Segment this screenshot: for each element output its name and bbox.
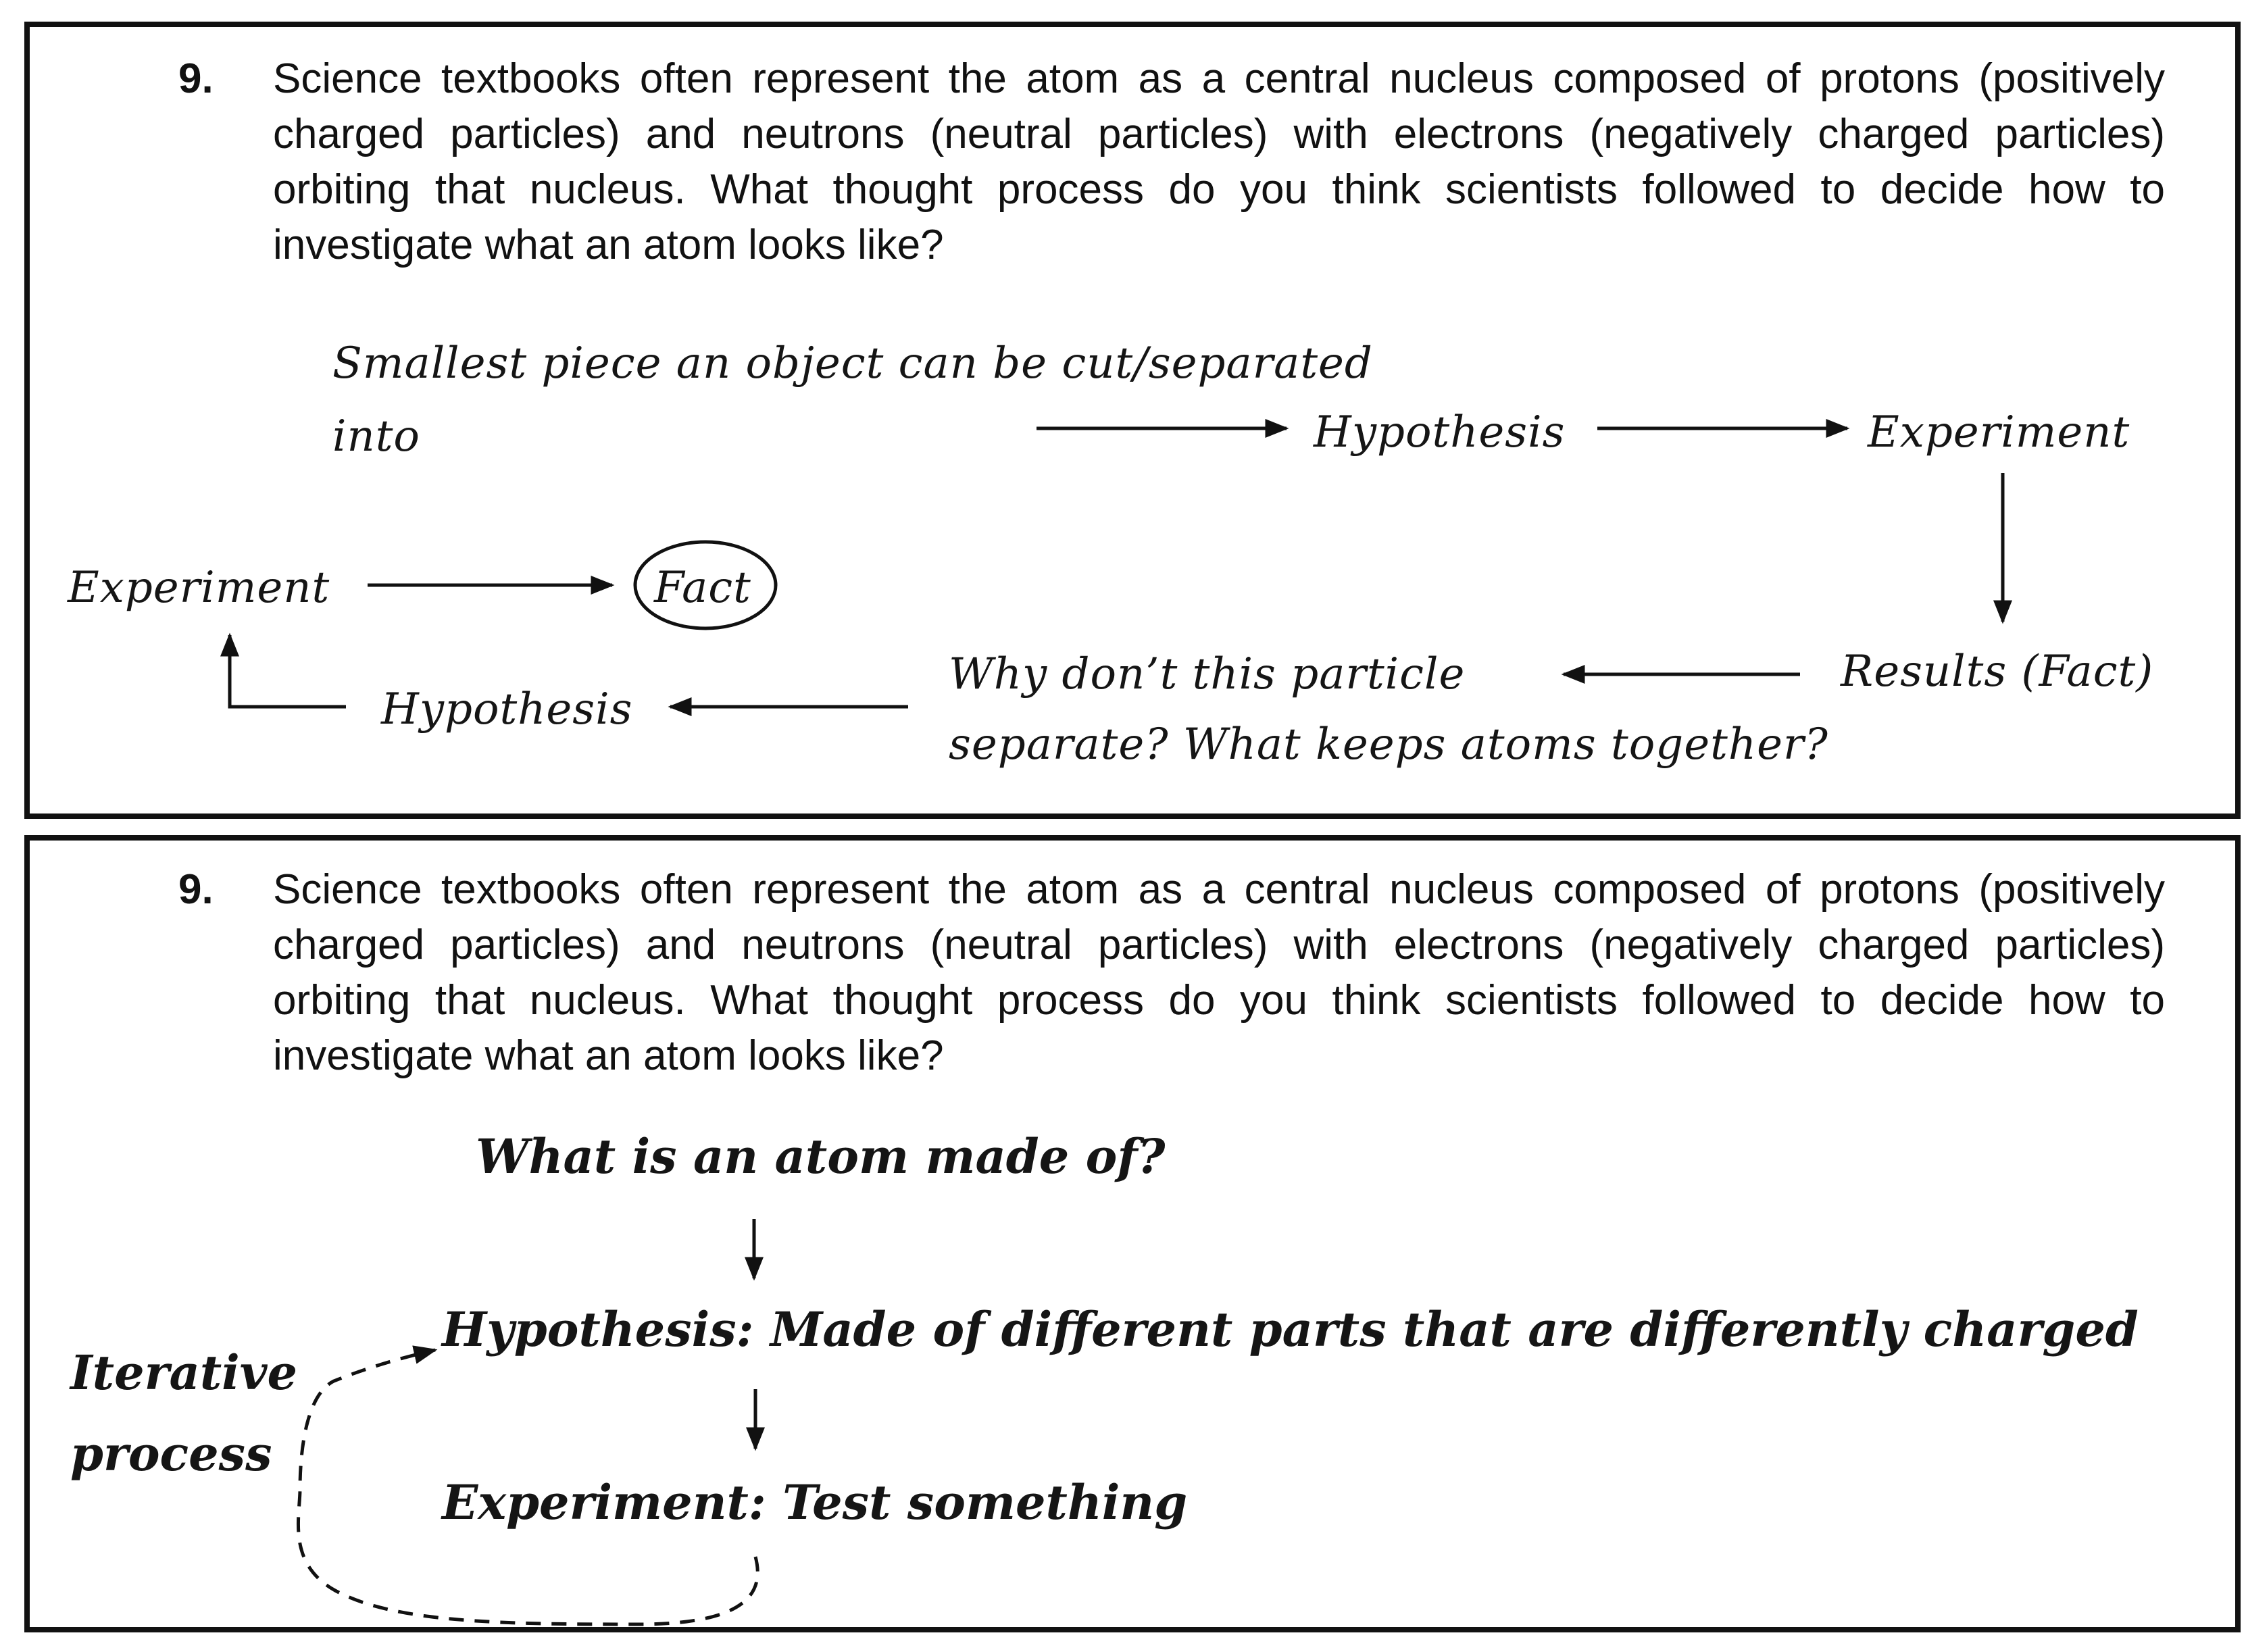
node-experiment-left: Experiment [68, 563, 330, 613]
node-question-line1: Why don’t this particle [949, 649, 1466, 699]
loop-label-line2: process [70, 1426, 272, 1482]
node-hypothesis-bottom: Hypothesis [381, 684, 633, 734]
response-panel-2 [24, 835, 2241, 1632]
question-text: Science textbooks often represent the atom as a central nucleus composed of protons (positively charged particles) and neutrons (neutral particles) with electrons (negatively charged particles) orbiting that nucleus. What thought process do you think scientists followed to decide how to investigate what an atom looks like? [273, 866, 2165, 1079]
node-hypothesis-top: Hypothesis [1314, 407, 1566, 457]
node-fact: Fact [654, 563, 751, 613]
loop-label-line1: Iterative [70, 1345, 297, 1401]
node-hypothesis: Hypothesis: Made of different parts that are differently charged [442, 1301, 2139, 1357]
response-panel-1 [24, 22, 2241, 819]
question-number: 9. [178, 866, 214, 913]
question-text: Science textbooks often represent the atom as a central nucleus composed of protons (positively charged particles) and neutrons (neutral particles) with electrons (negatively charged particles) orbiting that nucleus. What thought process do you think scientists followed to decide how to investigate what an atom looks like? [273, 55, 2165, 268]
node-results-fact: Results (Fact) [1841, 647, 2154, 697]
arrow-hypothesis-to-experiment-left [230, 635, 346, 707]
node-experiment: Experiment: Test something [442, 1474, 1188, 1530]
node-experiment-top: Experiment [1868, 407, 2130, 457]
node-atom-question: What is an atom made of? [476, 1128, 1166, 1184]
node-smallest-piece-line2: into [332, 411, 420, 461]
question-number: 9. [178, 55, 214, 102]
node-question-line2: separate? What keeps atoms together? [949, 720, 1828, 770]
node-smallest-piece-line1: Smallest piece an object can be cut/separated [332, 339, 1373, 389]
